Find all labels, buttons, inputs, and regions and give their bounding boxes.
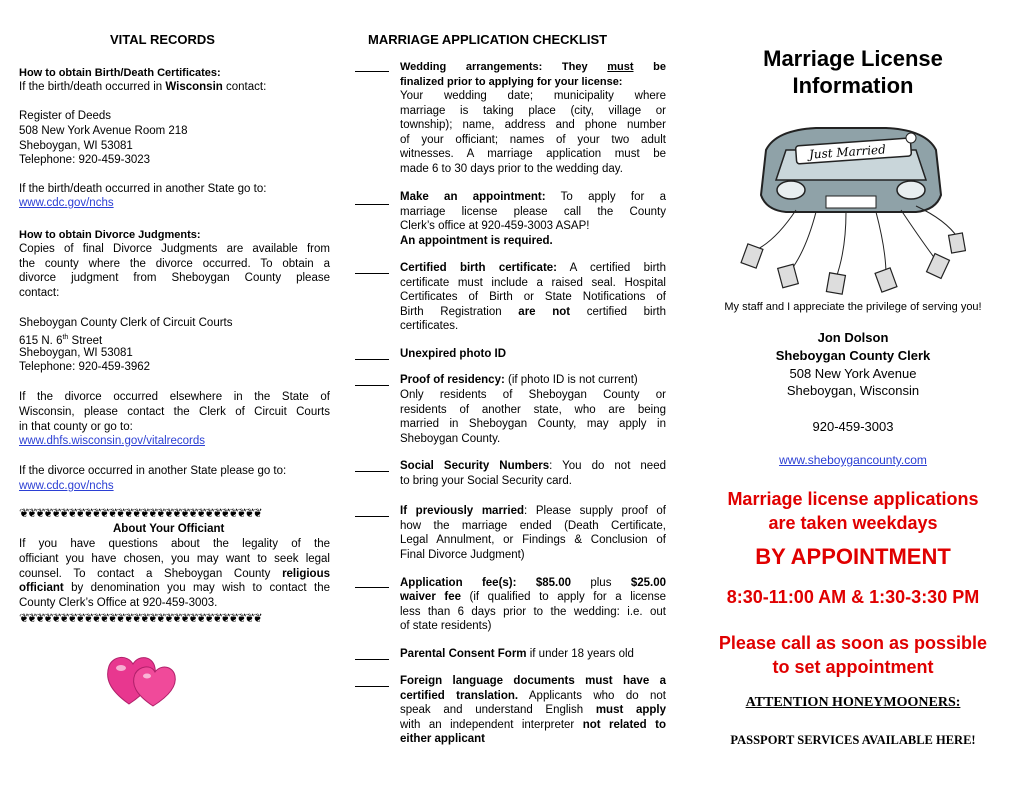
checklist-blank[interactable] <box>355 516 389 517</box>
elsewhere-line: Wisconsin, please contact the Clerk of Circuit Courts <box>19 406 330 418</box>
decorative-border: ❦❦❦❦❦❦❦❦❦❦❦❦❦❦❦❦❦❦❦❦❦❦❦❦❦❦❦❦❦❦ <box>19 611 261 625</box>
clerk-city: Sheboygan, Wisconsin <box>786 383 920 398</box>
divorce-title: How to obtain Divorce Judgments: <box>19 229 201 241</box>
register-line: Telephone: 920-459-3023 <box>19 154 151 166</box>
checklist-blank[interactable] <box>355 71 389 72</box>
county-website-link[interactable]: www.sheboygancounty.com <box>779 453 927 467</box>
checklist-blank[interactable] <box>355 686 389 687</box>
foreign-docs-line: certified translation. Applicants who do not <box>400 690 666 702</box>
foreign-docs-line: with an independent interpreter not related to <box>400 719 666 731</box>
ssn-line: Social Security Numbers: You do not need <box>400 460 666 472</box>
foreign-docs-line: either applicant <box>400 733 485 745</box>
dhfs-link[interactable]: www.dhfs.wisconsin.gov/vitalrecords <box>19 435 205 447</box>
elsewhere-line: in that county or go to: <box>19 421 133 433</box>
appointment-line: marriage license please call the County <box>400 206 666 218</box>
checklist-blank[interactable] <box>355 471 389 472</box>
applications-line-1: Marriage license applications <box>727 489 979 509</box>
clerk-address: 508 New York Avenue <box>789 366 917 381</box>
checklist-blank[interactable] <box>355 659 389 660</box>
foreign-docs-line: speak and understand English must apply <box>400 704 666 716</box>
wedding-title-2: finalized prior to applying for your license: <box>400 76 623 88</box>
register-line: Register of Deeds <box>19 110 112 122</box>
wedding-line: of your officiant; names of your two adult <box>400 134 666 146</box>
birth-cert-line: certificate must include a raised seal. Hospital <box>400 277 666 289</box>
elsewhere-line: If the divorce occurred elsewhere in the State of <box>19 391 330 403</box>
clerk-phone: 920-459-3003 <box>812 419 894 434</box>
officiant-line: officiant by denomination you may wish to contact the <box>19 582 330 594</box>
fee-line: Application fee(s): $85.00 plus $25.00 <box>400 577 666 589</box>
officiant-line: officiant you have chosen, you may want to seek legal <box>19 553 330 565</box>
wedding-line: township); name, address and phone number <box>400 119 666 131</box>
call-line-1: Please call as soon as possible <box>718 633 988 653</box>
car-sign-text: Just Married <box>808 142 887 162</box>
office-hours: 8:30-11:00 AM & 1:30-3:30 PM <box>726 587 980 607</box>
residency-line: residents of another state, who are being <box>400 404 666 416</box>
clerk-role: Sheboygan County Clerk <box>775 348 931 363</box>
appointment-required: An appointment is required. <box>400 235 553 247</box>
info-title-line-2: Information <box>792 73 914 98</box>
by-appointment: BY APPOINTMENT <box>755 544 951 569</box>
checklist-blank[interactable] <box>355 273 389 274</box>
officiant-line: If you have questions about the legality of the <box>19 538 330 550</box>
applications-line-2: are taken weekdays <box>768 513 938 533</box>
previously-married-line: Legal Annulment, or Findings & Conclusion of <box>400 534 666 546</box>
foreign-docs-line: Foreign language documents must have a <box>400 675 666 687</box>
decorative-border: ❦❦❦❦❦❦❦❦❦❦❦❦❦❦❦❦❦❦❦❦❦❦❦❦❦❦❦❦❦❦ <box>19 506 261 520</box>
residency-line: Only residents of Sheboygan County or <box>400 389 666 401</box>
birth-cert-line: certificates. <box>400 320 459 332</box>
passport-services: PASSPORT SERVICES AVAILABLE HERE! <box>730 733 976 747</box>
fee-line: waiver fee (if qualified to apply for a license <box>400 591 666 603</box>
previously-married-line: Final Divorce Judgment) <box>400 549 525 561</box>
register-line: 508 New York Avenue Room 218 <box>19 125 188 137</box>
residency-line: married in Sheboygan County, may apply in <box>400 418 666 430</box>
ssn-line: to bring your Social Security card. <box>400 475 572 487</box>
info-title-line-1: Marriage License <box>763 46 943 71</box>
officiant-title: About Your Officiant <box>113 523 225 535</box>
appointment-line: Clerk’s office at 920-459-3003 ASAP! <box>400 220 590 232</box>
birth-cert-line: Certified birth certificate: A certified birth <box>400 262 666 274</box>
birth-death-title: How to obtain Birth/Death Certificates: <box>19 67 221 79</box>
residency-line: Proof of residency: (if photo ID is not current) <box>400 374 638 386</box>
fee-line: of state residents) <box>400 620 492 632</box>
divorce-line: contact: <box>19 287 60 299</box>
clerk-courts-name: Sheboygan County Clerk of Circuit Courts <box>19 317 233 329</box>
clerk-courts-phone: Telephone: 920-459-3962 <box>19 361 151 373</box>
previously-married-line: how the marriage ended (Death Certificate, <box>400 520 666 532</box>
divorce-line: the county where the divorce occurred. To obtain a <box>19 258 330 270</box>
clerk-name: Jon Dolson <box>817 330 889 345</box>
photo-id: Unexpired photo ID <box>400 348 507 360</box>
website-wrap <box>686 453 1020 467</box>
checklist-blank[interactable] <box>355 359 389 360</box>
wedding-title: Wedding arrangements: They must be <box>400 61 666 73</box>
residency-line: Sheboygan County. <box>400 433 501 445</box>
wedding-line: witnesses. A marriage application must be <box>400 148 666 160</box>
register-line: Sheboygan, WI 53081 <box>19 140 133 152</box>
checklist-heading: MARRIAGE APPLICATION CHECKLIST <box>368 32 608 47</box>
wedding-line: made 6 to 30 days prior to the wedding day. <box>400 163 623 175</box>
vital-records-heading: VITAL RECORDS <box>110 32 215 47</box>
fee-line: less than 6 days prior to the wedding: i.e. out <box>400 606 666 618</box>
divorce-other-state: If the divorce occurred in another State please go to: <box>19 465 287 477</box>
divorce-line: Copies of final Divorce Judgments are available from <box>19 243 330 255</box>
info-column <box>686 0 1020 788</box>
staff-message: My staff and I appreciate the privilege of serving you! <box>724 301 982 313</box>
honeymooners-heading: ATTENTION HONEYMOONERS: <box>745 695 961 710</box>
just-married-car-icon <box>736 110 966 295</box>
hearts-icon <box>105 652 185 708</box>
birth-cert-line: Certificates of Birth or State Notifications of <box>400 291 666 303</box>
officiant-line: counsel. To contact a Sheboygan County religious <box>19 568 330 580</box>
wedding-line: marriage is taking place (city, village or <box>400 105 666 117</box>
birth-intro: If the birth/death occurred in Wisconsin contact: <box>19 81 267 93</box>
clerk-courts-address: 615 N. 6th Street <box>19 334 103 347</box>
cdc-link-2[interactable]: www.cdc.gov/nchs <box>19 480 114 492</box>
wedding-line: Your wedding date; municipality where <box>400 90 666 102</box>
checklist-blank[interactable] <box>355 587 389 588</box>
cdc-link[interactable]: www.cdc.gov/nchs <box>19 197 114 209</box>
officiant-line: County Clerk’s Office at 920-459-3003. <box>19 597 218 609</box>
call-line-2: to set appointment <box>772 657 934 677</box>
parental-consent-line: Parental Consent Form if under 18 years old <box>400 648 634 660</box>
checklist-blank[interactable] <box>355 385 389 386</box>
divorce-line: divorce judgment from Sheboygan County please <box>19 272 330 284</box>
appointment-line: Make an appointment: To apply for a <box>400 191 666 203</box>
clerk-courts-city: Sheboygan, WI 53081 <box>19 347 133 359</box>
other-state-text: If the birth/death occurred in another State go to: <box>19 183 267 195</box>
birth-cert-line: Birth Registration are not certified birth <box>400 306 667 318</box>
previously-married-line: If previously married: Please supply proof of <box>400 505 667 517</box>
checklist-blank[interactable] <box>355 204 389 205</box>
